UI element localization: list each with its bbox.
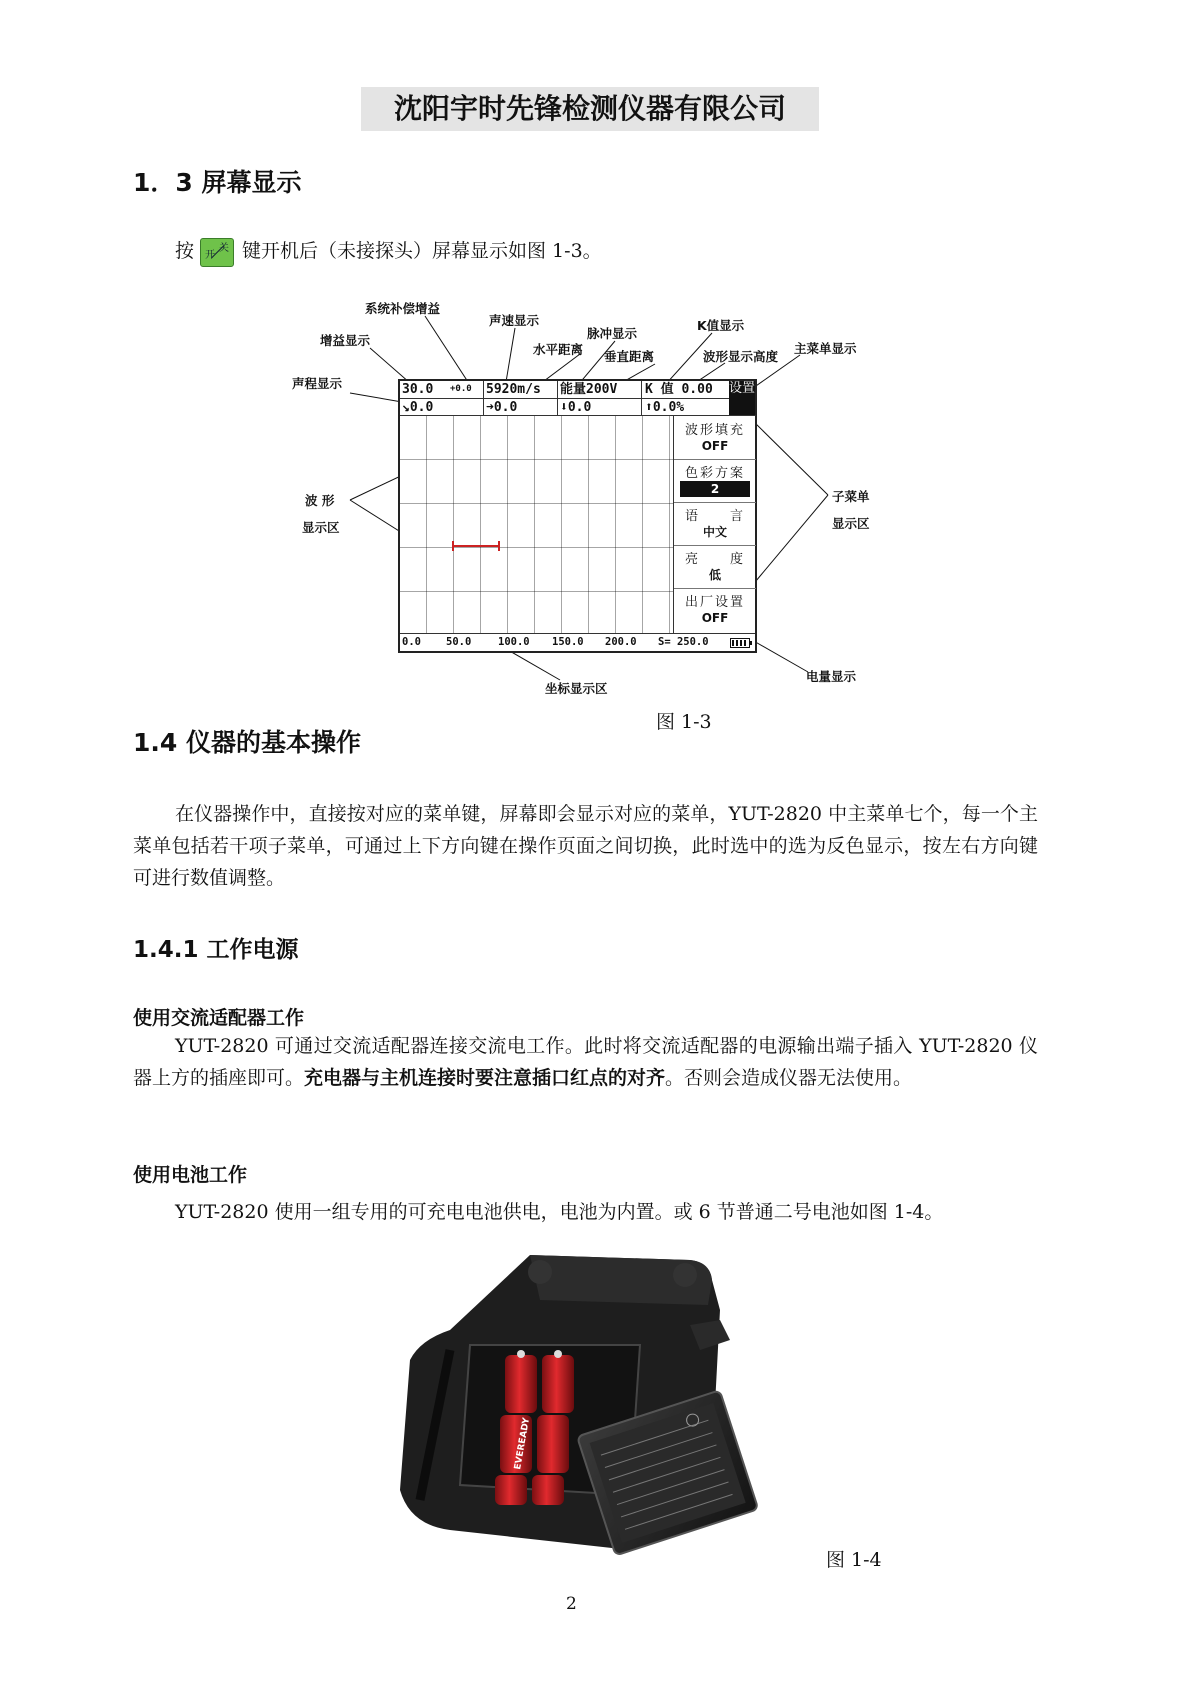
company-title: 沈阳宇时先锋检测仪器有限公司 [361, 87, 819, 131]
axis-tick-label: 150.0 [552, 636, 584, 648]
submenu-item-color-scheme[interactable] [674, 459, 756, 503]
figure-1-4-caption: 图 1-4 [826, 1549, 882, 1571]
ann-wave-area-line2: 显示区 [302, 520, 340, 535]
axis-tick-label: 0.0 [402, 636, 421, 648]
ann-main-menu: 主菜单显示 [794, 341, 857, 356]
gain-readout: 30.0 [402, 382, 434, 397]
battery-compartment-photo [390, 1250, 780, 1570]
wave-height-readout: ⬆0.0% [645, 400, 685, 415]
figure-1-3-caption: 图 1-3 [656, 711, 712, 733]
para-after-key: 键开机后（未接探头）屏幕显示如图 1-3。 [242, 240, 602, 262]
horizontal-distance-readout: ➜0.0 [486, 400, 518, 415]
submenu-label: 色彩方案 [684, 466, 745, 481]
status-row-1 [400, 381, 729, 398]
k-value-readout: K 值 0.00 [645, 382, 713, 397]
waveform-area [400, 415, 673, 634]
ann-submenu-line2: 显示区 [832, 516, 870, 531]
section-1-4-paragraph: 在仪器操作中，直接按对应的菜单键，屏幕即会显示对应的菜单，YUT-2820 中主菜单七个，每一个主菜单包括若干项子菜单，可通过上下方向键在操作页面之间切换，此时选中的选为反色显示，按左右方向键可进行数值调整。 [133, 803, 1038, 889]
vertical-distance-readout: ⬇0.0 [560, 400, 592, 415]
ann-gain: 增益显示 [320, 333, 371, 348]
axis-tick-label: 200.0 [605, 636, 637, 648]
key-label-bottom: 关 [219, 242, 230, 254]
section-1-4-1-title: 1.4.1 工作电源 [133, 937, 299, 963]
submenu-item-wave-fill[interactable] [674, 416, 756, 460]
submenu-label: 出厂设置 [684, 595, 745, 610]
section-1-3-title: 1．3 屏幕显示 [133, 168, 302, 197]
ann-system-gain: 系统补偿增益 [365, 301, 441, 316]
key-label-top: 开 [205, 249, 216, 261]
ann-horizontal-distance: 水平距离 [533, 342, 584, 357]
gate-marker [452, 541, 500, 551]
submenu-panel [673, 415, 756, 634]
ac-adapter-heading: 使用交流适配器工作 [133, 1007, 305, 1029]
axis-range-label: S= 250.0 [658, 636, 709, 648]
submenu-item-brightness[interactable] [674, 545, 756, 589]
ac-text-1: YUT-2820 可通过交流适配器连接交流电工作。此时将交流适配器的电源输出端子插入 YUT-2820 仪器上方的插座即可。 [133, 1035, 1038, 1089]
battery-icon [730, 638, 750, 648]
para-before-key: 按 [175, 240, 195, 262]
submenu-label: 语 言 [684, 509, 745, 524]
ann-sound-velocity: 声速显示 [489, 313, 540, 328]
submenu-value-selected: 2 [680, 481, 750, 497]
ann-wave-height: 波形显示高度 [703, 349, 779, 364]
axis-tick-label: 50.0 [446, 636, 472, 648]
ac-text-2: 。否则会造成仪器无法使用。 [665, 1067, 913, 1089]
submenu-item-factory-reset[interactable] [674, 588, 756, 631]
ac-warning-bold: 充电器与主机连接时要注意插口红点的对齐 [304, 1067, 666, 1089]
submenu-value: 低 [708, 568, 721, 582]
ann-pulse: 脉冲显示 [587, 326, 638, 341]
ann-battery: 电量显示 [806, 669, 857, 684]
submenu-label: 波形填充 [684, 423, 745, 438]
submenu-value: OFF [701, 439, 729, 453]
ac-adapter-paragraph [133, 1030, 1038, 1094]
ann-wave-area-line1: 波 形 [305, 493, 335, 508]
system-gain-readout: +0.0 [450, 384, 472, 394]
battery-paragraph: YUT-2820 使用一组专用的可充电电池供电，电池为内置。或 6 节普通二号电池如图 1-4。 [175, 1201, 944, 1223]
ann-vertical-distance: 垂直距离 [604, 349, 655, 364]
ann-sound-path: 声程显示 [292, 376, 343, 391]
instrument-screen [398, 379, 757, 653]
ann-coord-area: 坐标显示区 [545, 681, 608, 696]
submenu-label: 亮 度 [684, 552, 745, 567]
coordinate-axis [400, 633, 755, 652]
battery-brand-label: EVEREADY [513, 1416, 533, 1471]
velocity-readout: 5920m/s [486, 382, 541, 397]
submenu-value: 中文 [702, 525, 727, 539]
energy-readout: 能量200V [560, 382, 618, 397]
ann-k-value: K值显示 [697, 318, 745, 333]
axis-tick-label: 100.0 [498, 636, 530, 648]
main-menu-tab[interactable]: 设置 [729, 381, 755, 415]
sound-path-readout: ↘0.0 [402, 400, 434, 415]
submenu-item-language[interactable] [674, 502, 756, 546]
submenu-value: OFF [701, 611, 729, 625]
page-number: 2 [566, 1594, 577, 1614]
ann-submenu-line1: 子菜单 [832, 489, 870, 504]
status-row-2 [400, 398, 729, 416]
battery-heading: 使用电池工作 [133, 1164, 248, 1186]
section-1-4-title: 1.4 仪器的基本操作 [133, 728, 361, 757]
